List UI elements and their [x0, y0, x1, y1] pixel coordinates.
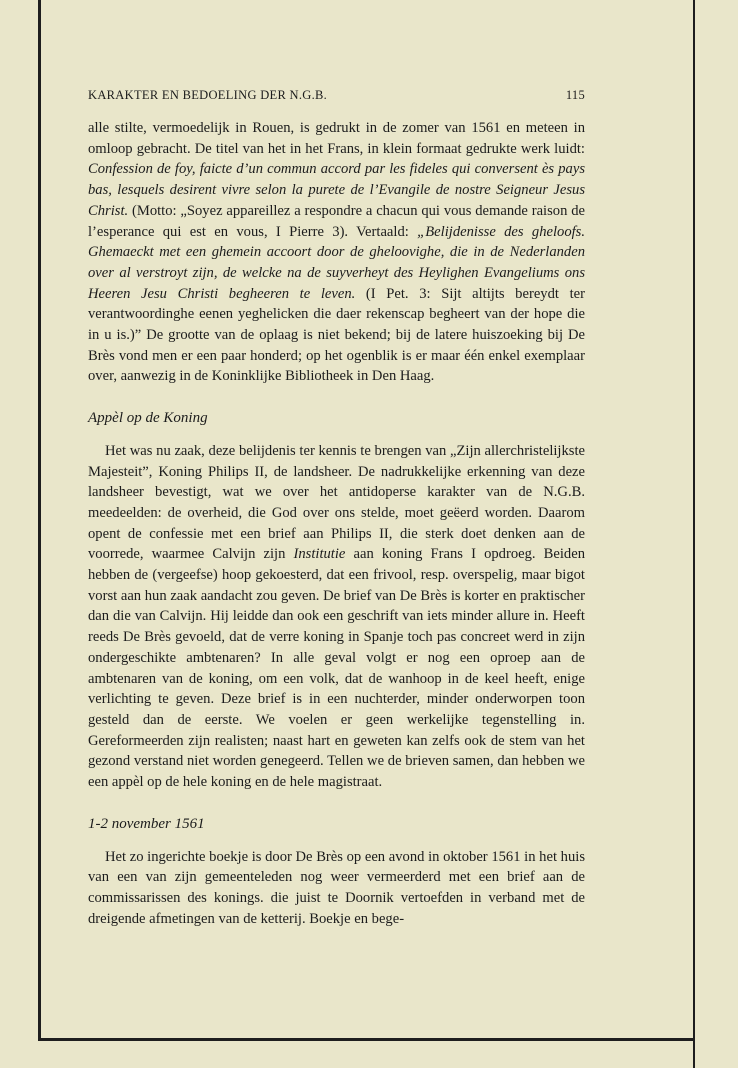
paragraph-appel: Het was nu zaak, deze belijdenis ter kennis te brengen van „Zijn allerchristelijkste Majesteit”, Koning Philips II, de landsheer. De nadrukkelijke erkenning van deze landsheer bevestigt, wat we over het antidoperse karakter van de N.G.B. meedeelden: de overheid, die God over ons stelde, moet geëerd worden. Daarom opent de confessie met een brief aan Philips II, die sterk doet denken aan de voorrede, waarmee Calvijn zijn Institutie aan koning Frans I opdroeg. Beiden hebben de (vergeefse) hoop gekoesterd, dat een frivool, resp. overspelig, maar bigot vorst aan hun zaak aandacht zou geven. De brief van De Brès is korter en praktischer dan die van Calvijn. Hij leidde dan ook een geschrift van iets minder allure in. Heeft reeds De Brès gevoeld, dat de verre koning in Spanje toch pas concreet werd in zijn ondergeschikte ambtenaren? In alle geval volgt er nog een oproep aan de ambtenaren van de koning, om een volk, dat de wanhoop in de keel heeft, enige verlichting te geven. Deze brief is in een nuchterder, minder onderworpen toon gesteld dan de eerste. We voelen er geen werkelijke tegenstelling in. Gereformeerden zijn realisten; naast hart en geweten kan zelfs ook de stem van het gezond verstand niet worden genegeerd. Tellen we de brieven samen, dan hebben we een appèl op de hele koning en de hele magistraat. — [88, 442, 585, 791]
page-edge-right — [693, 0, 695, 1068]
page-header — [88, 88, 585, 106]
institutie-title: Institutie — [293, 546, 346, 563]
section-heading-date: 1-2 november 1561 — [88, 815, 205, 832]
page-number: 115 — [565, 88, 585, 102]
page-edge-left — [38, 0, 41, 1040]
dutch-title: „Belijdenisse des gheloofs. Ghemaeckt met een ghemein accoort door de gheloovighe, die in de Nederlanden over al verstroyt zijn, de welcke na de suyverheyt des Heylighen Evangeliums ons Heeren Jesu Christi begheeren te leven. — [88, 223, 585, 302]
running-head: KARAKTER EN BEDOELING DER N.G.B. — [88, 88, 328, 102]
body-text — [88, 118, 585, 929]
paragraph-november: Het zo ingerichte boekje is door De Brès op een avond in oktober 1561 in het huis van een van zijn gemeenteleden nog weer vermeerderd met een brief aan de commissarissen des konings. die juist te Doornik vertoefden in verband met de dreigende afmetingen van de ketterij. Boekje en bege- — [88, 848, 585, 927]
paragraph-continued: alle stilte, vermoedelijk in Rouen, is gedrukt in de zomer van 1561 en meteen in omloop gebracht. De titel van het in het Frans, in klein formaat gedrukte werk luidt: Confession de foy, faicte d’un commun accord par les fideles qui conversent ès pays bas, lesquels desirent vivre selon la purete de l’Evangile de nostre Seigneur Jesus Christ. (Motto: „Soyez appareillez a respondre a chacun qui vous demande raison de l’esperance qui est en vous, I Pierre 3). Vertaald: „Belijdenisse des gheloofs. Ghemaeckt met een ghemein accoort door de gheloovighe, die in de Nederlanden over al verstroyt zijn, de welcke na de suyverheyt des Heylighen Evangeliums ons Heeren Jesu Christi begheeren te leven. (I Pet. 3: Sijt altijts bereydt ter verantwoordinghe eenen yeghelicken die daer rekenscap begheert van der hope die in u is.)” De grootte van de oplaag is niet bekend; bij de latere huiszoeking bij De Brès vond men er een paar honderd; op het ogenblik is er maar één enkel exemplaar over, aanwezig in de Koninklijke Bibliotheek in Den Haag. — [88, 120, 585, 385]
section-heading-appel: Appèl op de Koning — [88, 410, 208, 427]
page-edge-bottom — [38, 1038, 695, 1041]
french-title: Confession de foy, faicte d’un commun accord par les fideles qui conversent ès pays bas, lesquels desirent vivre selon la purete de l’Evangile de nostre Seigneur Jesus Christ. — [88, 161, 585, 219]
